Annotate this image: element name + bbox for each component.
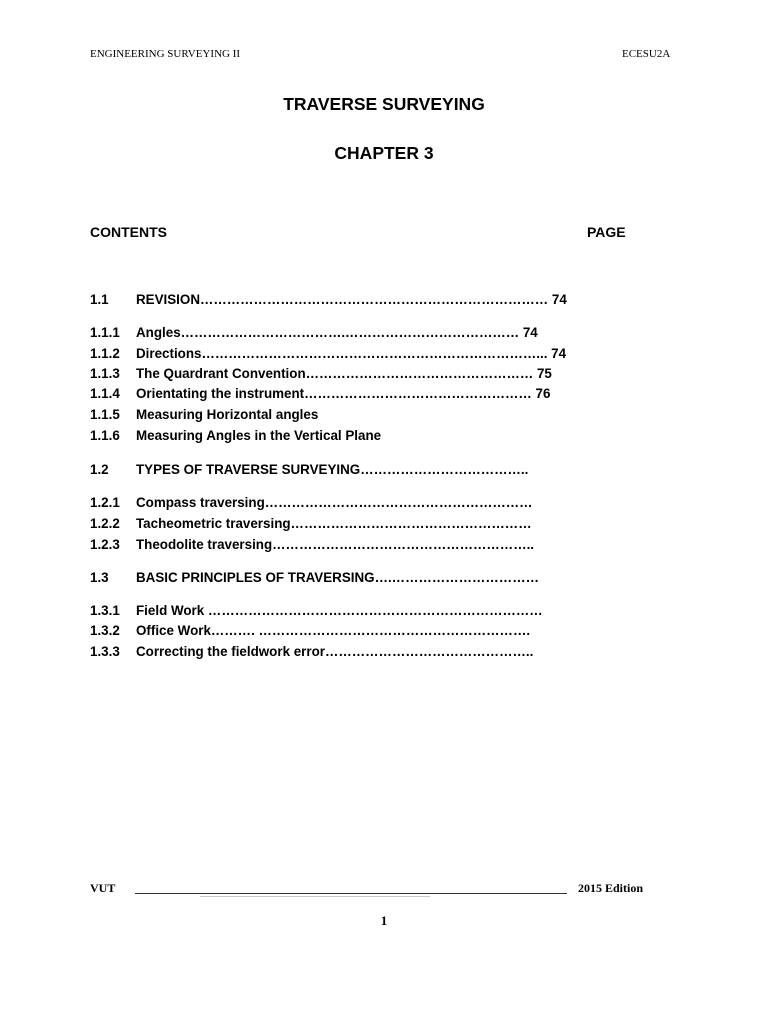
toc-entry [90,537,534,553]
toc-entry [90,407,318,423]
running-header-code: ECESU2A [622,48,671,60]
toc-text: Measuring Horizontal angles [136,407,319,422]
toc-number: 1.2.3 [90,537,120,552]
toc-text: Directions…………………………………………………………………... 74 [136,346,567,361]
toc-entry [90,366,552,382]
toc-text: Theodolite traversing………………………………………………….. [136,537,535,552]
toc-text: Field Work ………………………………………………………………… [136,603,543,618]
toc-text: Orientating the instrument…………………………………………… 76 [136,386,551,401]
toc-entry [90,516,532,532]
toc-number: 1.2.2 [90,516,120,531]
toc-number: 1.3.1 [90,603,120,618]
running-header-title: ENGINEERING SURVEYING II [90,48,241,60]
toc-number: 1.3.2 [90,623,120,638]
toc-text: BASIC PRINCIPLES OF TRAVERSING….…………………………… [136,570,539,585]
toc-number: 1.3.3 [90,644,120,659]
footer-edition: 2015 Edition [578,881,644,895]
toc-text: Correcting the fieldwork error……………………………………….. [136,644,534,659]
toc-text: Angles……………………………….………………………………… 74 [136,325,538,340]
toc-number: 1.1.6 [90,428,120,443]
toc-entry [90,386,550,402]
toc-entry [90,603,543,619]
toc-text: Tacheometric traversing……………………………………………… [136,516,532,531]
toc-entry [90,428,381,444]
toc-text: The Quardrant Convention…………………………………………… 75 [136,366,552,381]
footer-rule-shadow [200,896,430,897]
toc-entry-section [90,570,539,586]
toc-number: 1.2.1 [90,495,120,510]
toc-number: 1.3 [90,570,109,585]
toc-text: Office Work………. ……………………………………………………. [136,623,531,638]
toc-number: 1.1.5 [90,407,120,422]
toc-text: Compass traversing…………………………………………………… [136,495,533,510]
toc-number: 1.1.1 [90,325,120,340]
toc-number: 1.1.4 [90,386,120,401]
toc-number: 1.1.2 [90,346,120,361]
toc-entry [90,623,530,639]
chapter-heading: CHAPTER 3 [334,143,434,163]
toc-number: 1.1.3 [90,366,120,381]
toc-entry [90,325,538,341]
toc-text: REVISION…………………………………………………………………… 74 [136,292,567,307]
document-title: TRAVERSE SURVEYING [283,94,485,114]
footer-rule [135,893,567,894]
toc-entry-section [90,292,567,308]
toc-text: Measuring Angles in the Vertical Plane [136,428,382,443]
toc-entry-section [90,462,528,478]
toc-number: 1.2 [90,462,109,477]
contents-label: CONTENTS [90,224,167,240]
page-number: 1 [380,913,388,928]
footer-institution: VUT [90,881,116,895]
toc-number: 1.1 [90,292,109,307]
page-column-label: PAGE [587,224,626,240]
toc-entry [90,644,533,660]
toc-text: TYPES OF TRAVERSE SURVEYING……………………………….. [136,462,529,477]
toc-entry [90,495,533,511]
toc-entry [90,346,566,362]
